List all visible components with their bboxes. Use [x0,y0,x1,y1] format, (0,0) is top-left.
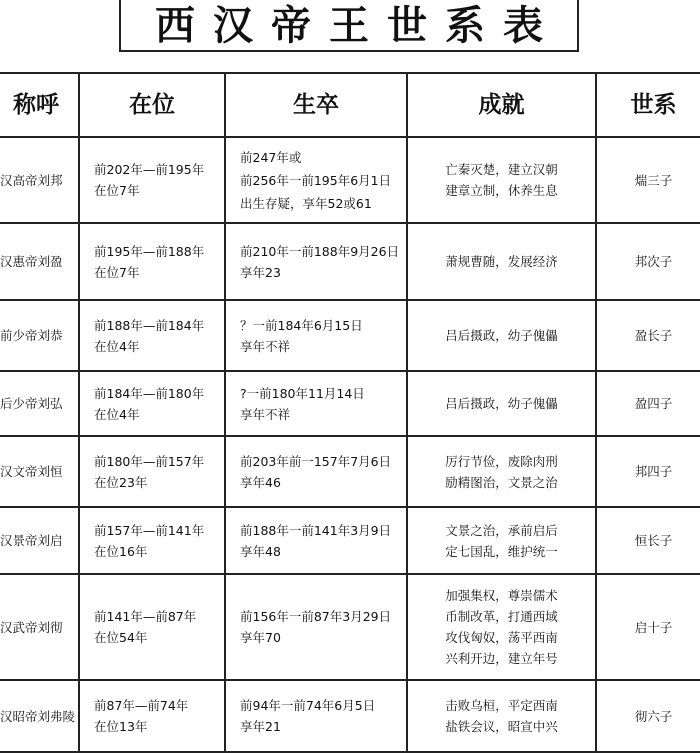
cell-achievement [407,507,596,574]
table-row [0,300,700,371]
cell-reign [79,137,225,223]
achievement-line: 亡秦灭楚，建立汉朝 [445,162,558,177]
cell-life [225,574,407,680]
life-line: 前256年一前195年6月1日 [240,172,392,188]
cell-reign [79,507,225,574]
life-line: 前210年一前188年9月26日 [240,243,400,259]
achievement-line: 吕后摄政，幼子傀儡 [445,328,558,343]
reign-duration: 在位4年 [94,406,140,422]
cell-achievement [407,680,596,752]
table-row [0,223,700,300]
achievement-line: 加强集权，尊崇儒术 [445,588,558,603]
emperor-lineage-table [0,72,700,753]
achievement-line: 定七国乱，维护统一 [445,543,558,559]
life-line: 享年23 [240,264,281,280]
achievement-line: 兴利开边，建立年号 [445,651,558,666]
header-achievement: 成就 [407,73,596,137]
achievement-line: 建章立制，休养生息 [445,183,558,198]
life-line: ?一前180年11月14日 [240,385,365,401]
life-line: 前247年或 [240,149,302,165]
cell-lineage: 盈四子 [596,371,700,436]
cell-achievement [407,436,596,507]
reign-duration: 在位16年 [94,543,148,559]
reign-duration: 在位4年 [94,338,140,354]
reign-years: 前195年—前188年 [94,243,205,259]
header-reign: 在位 [79,73,225,137]
table-row [0,574,700,680]
life-line: 享年不祥 [240,406,291,422]
achievement-line: 盐铁会议，昭宣中兴 [445,719,558,734]
achievement-line: 击败乌桓，平定西南 [445,698,558,713]
life-line: 享年46 [240,474,281,490]
reign-years: 前202年—前195年 [94,162,205,177]
life-line: 前203年前一157年7月6日 [240,453,392,469]
table-row [0,507,700,574]
cell-achievement [407,371,596,436]
cell-name: 后少帝刘弘 [0,371,79,436]
cell-life [225,507,407,574]
cell-reign [79,223,225,300]
reign-duration: 在位7年 [94,183,140,198]
cell-name: 汉武帝刘彻 [0,574,79,680]
achievement-line: 攻伐匈奴，荡平西南 [445,630,558,645]
cell-name: 汉文帝刘恒 [0,436,79,507]
reign-years: 前87年—前74年 [94,698,189,713]
life-line: 出生存疑，享年52或61 [240,195,372,211]
cell-name: 汉昭帝刘弗陵 [0,680,79,752]
table-row [0,436,700,507]
table-row [0,371,700,436]
life-line: 前188年一前141年3月9日 [240,522,392,538]
cell-lineage: 彻六子 [596,680,700,752]
header-lineage: 世系 [596,73,700,137]
cell-name: 汉惠帝刘盈 [0,223,79,300]
achievement-line: 励精图治，文景之治 [445,474,558,490]
cell-achievement [407,574,596,680]
cell-name: 汉景帝刘启 [0,507,79,574]
cell-name: 汉高帝刘邦 [0,137,79,223]
table-row [0,680,700,752]
cell-achievement [407,223,596,300]
reign-duration: 在位54年 [94,630,148,645]
cell-lineage: 盈长子 [596,300,700,371]
reign-years: 前141年—前87年 [94,609,197,624]
cell-name: 前少帝刘恭 [0,300,79,371]
life-line: 前156年一前87年3月29日 [240,609,392,624]
cell-lineage: 启十子 [596,574,700,680]
cell-lineage: 恒长子 [596,507,700,574]
cell-reign [79,680,225,752]
cell-lineage: 煓三子 [596,137,700,223]
cell-life [225,436,407,507]
achievement-line: 币制改革，打通西域 [445,609,558,624]
achievement-line: 厉行节俭，废除肉刑 [445,453,558,469]
reign-years: 前180年—前157年 [94,453,205,469]
reign-years: 前157年—前141年 [94,522,205,538]
reign-duration: 在位7年 [94,264,140,280]
cell-reign [79,371,225,436]
life-line: 享年不祥 [240,338,291,354]
cell-life [225,371,407,436]
cell-reign [79,300,225,371]
reign-duration: 在位13年 [94,719,148,734]
reign-years: 前188年—前184年 [94,317,205,333]
cell-life [225,137,407,223]
header-life: 生卒 [225,73,407,137]
life-line: 享年48 [240,543,281,559]
cell-life [225,223,407,300]
header-name: 称呼 [0,73,79,137]
cell-life [225,680,407,752]
page-title: 西汉帝王世系表 [119,0,579,52]
life-line: ？一前184年6月15日 [240,317,363,333]
life-line: 前94年一前74年6月5日 [240,698,376,713]
cell-achievement [407,300,596,371]
cell-achievement [407,137,596,223]
cell-reign [79,574,225,680]
cell-life [225,300,407,371]
cell-reign [79,436,225,507]
reign-duration: 在位23年 [94,474,148,490]
table-row [0,137,700,223]
cell-lineage: 邦次子 [596,223,700,300]
life-line: 享年70 [240,630,281,645]
achievement-line: 文景之治，承前启后 [445,522,558,538]
achievement-line: 吕后摄政，幼子傀儡 [445,396,558,411]
life-line: 享年21 [240,719,281,734]
cell-lineage: 邦四子 [596,436,700,507]
achievement-line: 萧规曹随，发展经济 [445,254,558,269]
table-header-row [0,73,700,137]
reign-years: 前184年—前180年 [94,385,205,401]
